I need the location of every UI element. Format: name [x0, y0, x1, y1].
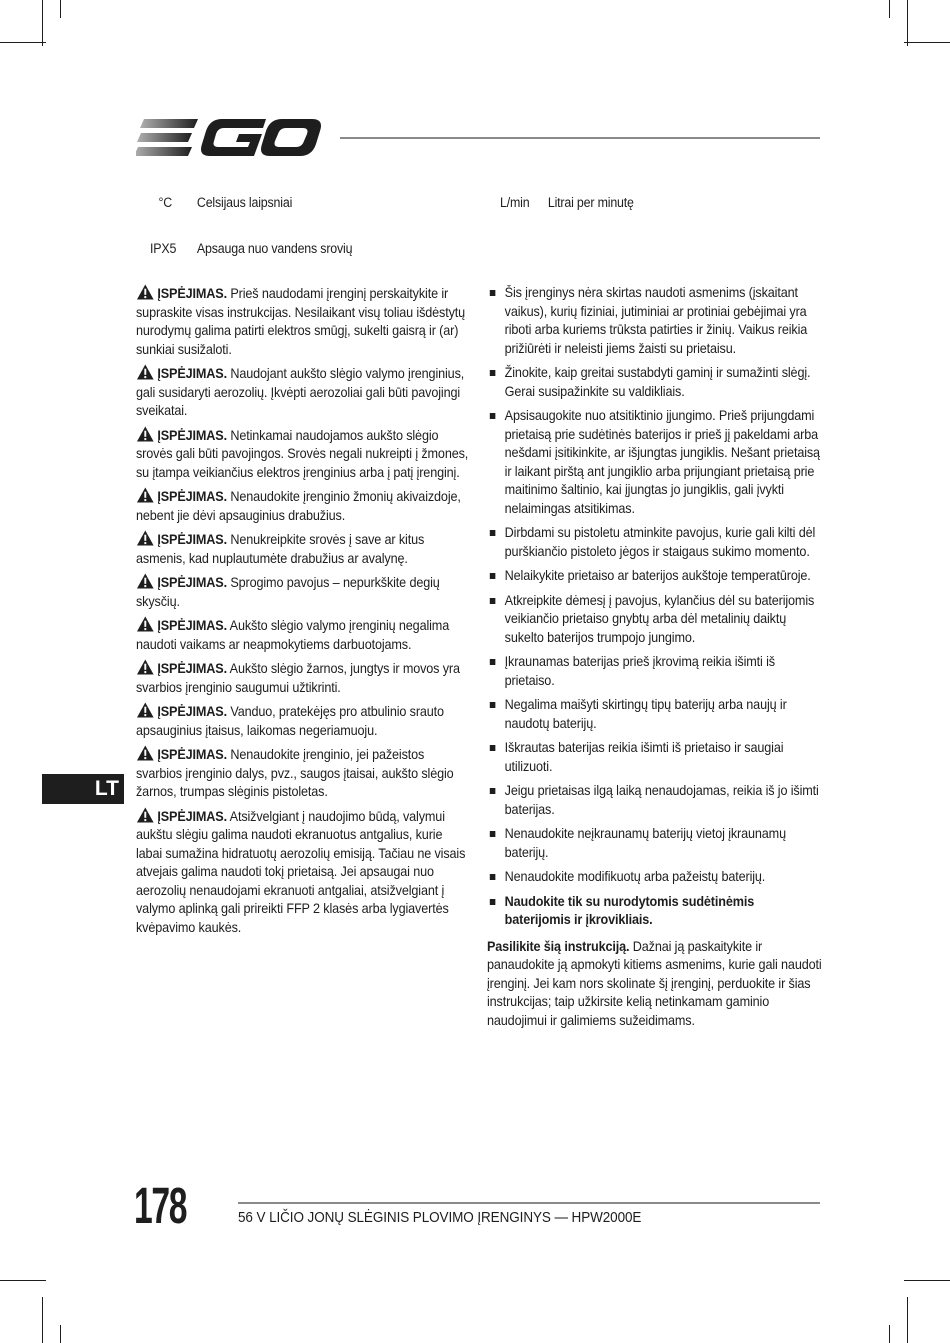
crop-mark — [0, 1280, 46, 1281]
language-tab-label: LT — [94, 777, 119, 800]
warning-triangle-icon — [136, 487, 155, 503]
warning-text: Aukšto slėgio valymo įrenginių negalima naudoti vaikams ar neapmokytiems darbuotojams. — [136, 618, 450, 652]
symbol-definition: Celsijaus laipsniai — [196, 195, 293, 210]
warning-text: Sprogimo pavojus – nepurkškite degių skysčių. — [136, 575, 440, 609]
symbol-term: °C — [158, 195, 173, 210]
warning-triangle-icon — [136, 659, 155, 675]
crop-mark — [904, 1280, 950, 1281]
list-item-text: Iškrautas baterijas reikia išimti iš prietaiso ir saugiai utilizuoti. — [504, 740, 784, 774]
warning-triangle-icon — [136, 426, 155, 442]
crop-mark — [889, 1325, 890, 1343]
crop-mark — [889, 0, 890, 18]
warning-label: ĮSPĖJIMAS. — [157, 618, 227, 633]
list-item-text: Įkraunamas baterijas prieš įkrovimą reikia išimti iš prietaiso. — [504, 654, 775, 688]
crop-mark — [42, 1297, 43, 1343]
symbol-definition: Apsauga nuo vandens srovių — [196, 241, 353, 256]
square-bullet-icon — [490, 598, 496, 604]
warning-text: Nenaudokite įrenginio, jei pažeistos svarbios įrenginio dalys, pvz., saugos įtaisai, aukšto slėgio žarnos, trumpas slėginis pistoletas. — [136, 747, 454, 799]
list-item-text: Negalima maišyti skirtingų tipų baterijų arba naujų ir naudotų baterijų. — [504, 697, 787, 731]
footer-title: 56 V LIČIO JONŲ SLĖGINIS PLOVIMO ĮRENGINYS — HPW2000E — [238, 1209, 642, 1226]
square-bullet-icon — [490, 899, 496, 905]
list-item — [487, 407, 822, 518]
list-item-text: Jeigu prietaisas ilgą laiką nenaudojamas, reikia iš jo išimti baterijas. — [504, 783, 819, 817]
square-bullet-icon — [490, 831, 496, 837]
warning-paragraph — [136, 702, 471, 740]
warning-paragraph — [136, 616, 471, 654]
closing-text: Dažnai ją paskaitykite ir panaudokite ją apmokyti kitiems asmenims, kurie gali naudoti įrenginį. Jei kam nors skolinate šį įrenginį, perduokite ir šias instrukcijas; taip užkirsite kelią netinkamam gaminio naudojimui ir galimiems sužeidimams. — [487, 938, 822, 1028]
warning-text: Atsižvelgiant į naudojimo būdą, valymui aukštu slėgiu galima naudoti ekranuotus antgalius, kurie labai sumažina hidratuotų aerozolių emisiją. Tačiau ne visais atvejais galima naudoti tokį prietaisą. Jei apsaugai nuo aerozolių nenaudojami ekranuoti antgaliai, atsižvelgiant į valymo aplinką gali prireikti FFP 2 klasės arba lygiavertės kvėpavimo kaukės. — [136, 808, 466, 935]
crop-mark — [60, 0, 61, 18]
list-item-text: Šis įrenginys nėra skirtas naudoti asmenims (įskaitant vaikus), kurių fiziniai, jutiminiai ar protiniai gebėjimai yra riboti arba kuriems trūksta patirties ir žinių. Vaikus reikia prižiūrėti ir neleisti jiems žaisti su prietaisu. — [504, 285, 808, 356]
list-item — [487, 284, 822, 358]
warning-text: Nenaudokite įrenginio žmonių akivaizdoje, nebent jie dėvi apsauginius drabužius. — [136, 489, 461, 523]
square-bullet-icon — [490, 702, 496, 708]
warning-triangle-icon — [136, 284, 155, 300]
warning-text: Nenukreipkite srovės į save ar kitus asmenis, kad nuplautumėte drabužius ar avalynę. — [136, 532, 425, 566]
language-tab — [42, 774, 124, 804]
warning-label: ĮSPĖJIMAS. — [157, 704, 227, 719]
warning-paragraph — [136, 487, 471, 525]
warning-paragraph — [136, 426, 471, 483]
ego-logo — [136, 116, 322, 160]
warning-label: ĮSPĖJIMAS. — [157, 747, 227, 762]
square-bullet-icon — [490, 874, 496, 880]
warning-paragraph — [136, 745, 471, 802]
warning-text: Aukšto slėgio žarnos, jungtys ir movos yra svarbios įrenginio saugumui užtikrinti. — [136, 661, 460, 695]
warning-triangle-icon — [136, 807, 155, 823]
warning-label: ĮSPĖJIMAS. — [157, 532, 227, 547]
footer-rule — [238, 1202, 820, 1204]
square-bullet-icon — [490, 788, 496, 794]
square-bullet-icon — [490, 413, 496, 419]
list-item — [487, 567, 822, 586]
page-number: 178 — [134, 1177, 187, 1234]
crop-mark — [60, 1325, 61, 1343]
warning-triangle-icon — [136, 616, 155, 632]
warning-label: ĮSPĖJIMAS. — [157, 286, 227, 301]
warning-paragraph — [136, 284, 471, 359]
warning-label: ĮSPĖJIMAS. — [157, 489, 227, 504]
list-item-text: Dirbdami su pistoletu atminkite pavojus, kurie gali kilti dėl purškiančio pistoleto jėgos ir staigaus sukimo momento. — [504, 525, 816, 559]
list-item — [487, 868, 822, 887]
list-item — [487, 825, 822, 862]
list-item — [487, 653, 822, 690]
list-item — [487, 592, 822, 648]
list-item-text: Nenaudokite neįkraunamų baterijų vietoj įkraunamų baterijų. — [504, 826, 786, 860]
symbol-term: IPX5 — [150, 241, 177, 256]
warning-triangle-icon — [136, 530, 155, 546]
square-bullet-icon — [490, 530, 496, 536]
list-item-text: Žinokite, kaip greitai sustabdyti gaminį ir sumažinti slėgį. Gerai susipažinkite su valdikliais. — [504, 365, 811, 399]
crop-mark — [907, 0, 908, 46]
list-item — [487, 364, 822, 401]
warning-text: Naudojant aukšto slėgio valymo įrenginius, gali susidaryti aerozolių. Įkvėpti aerozoliai gali būti pavojingi sveikatai. — [136, 366, 465, 418]
closing-paragraph — [487, 938, 822, 1031]
safety-bullets-column — [487, 284, 822, 1044]
list-item — [487, 893, 822, 930]
warning-triangle-icon — [136, 573, 155, 589]
closing-lead: Pasilikite šią instrukciją. — [487, 938, 630, 954]
warning-triangle-icon — [136, 702, 155, 718]
square-bullet-icon — [490, 573, 496, 579]
warning-paragraph — [136, 530, 471, 568]
warning-label: ĮSPĖJIMAS. — [157, 808, 227, 824]
symbol-term: L/min — [500, 195, 530, 210]
list-item-text: Naudokite tik su nurodytomis sudėtinėmis baterijomis ir įkrovikliais. — [504, 893, 755, 927]
warning-label: ĮSPĖJIMAS. — [157, 366, 227, 381]
header-rule — [340, 137, 820, 139]
warnings-column — [136, 284, 472, 942]
warning-paragraph — [136, 573, 471, 611]
warning-label: ĮSPĖJIMAS. — [157, 575, 227, 590]
warning-triangle-icon — [136, 364, 155, 380]
list-item-text: Apsisaugokite nuo atsitiktinio įjungimo. Prieš prijungdami prietaisą prie sudėtinės baterijos ir prieš jį pakeldami arba nešdami įsitikinkite, ar išjungtas jungiklis. Nešant prietaisą ir laikant pirštą ant jungiklio arba prijungiant prietaisą prie maitinimo šaltinio, kai įjungtas jo jungiklis, gali įvykti nelaimingas atsitikimas. — [504, 408, 820, 516]
warning-paragraph — [136, 807, 471, 938]
crop-mark — [0, 42, 46, 43]
square-bullet-icon — [490, 290, 496, 296]
list-item — [487, 524, 822, 561]
warning-label: ĮSPĖJIMAS. — [157, 661, 227, 676]
warning-label: ĮSPĖJIMAS. — [157, 427, 227, 443]
list-item-text: Nelaikykite prietaiso ar baterijos aukštoje temperatūroje. — [504, 568, 811, 583]
list-item — [487, 782, 822, 819]
list-item-text: Atkreipkite dėmesį į pavojus, kylančius dėl su baterijomis veikiančio prietaiso gnybtų arba dėl metalinių daiktų sukelto baterijos trumpojo jungimo. — [504, 592, 815, 645]
warning-text: Netinkamai naudojamos aukšto slėgio srovės gali būti pavojingos. Srovės negali nukreipti į žmones, su įtampa veikiančius elektros įrenginius arba į patį įrenginį. — [136, 427, 469, 480]
warning-paragraph — [136, 659, 471, 697]
crop-mark — [904, 42, 950, 43]
warning-text: Prieš naudodami įrenginį perskaitykite ir supraskite visas instrukcijas. Nesilaikant visų toliau išdėstytų nurodymų galima patirti elektros smūgį, sukelti gaisrą ir (ar) sunkiai susižaloti. — [136, 286, 466, 357]
warning-text: Vanduo, pratekėjęs pro atbulinio srauto apsauginius įtaisus, laikomas negeriamuoju. — [136, 704, 444, 738]
list-item — [487, 739, 822, 776]
list-item-text: Nenaudokite modifikuotų arba pažeistų baterijų. — [504, 869, 766, 884]
square-bullet-icon — [490, 745, 496, 751]
symbol-definition: Litrai per minutę — [547, 195, 634, 210]
warning-paragraph — [136, 364, 471, 421]
crop-mark — [42, 0, 43, 46]
list-item — [487, 696, 822, 733]
square-bullet-icon — [490, 370, 496, 376]
warning-triangle-icon — [136, 745, 155, 761]
square-bullet-icon — [490, 659, 496, 665]
crop-mark — [907, 1297, 908, 1343]
bullet-list — [487, 284, 822, 930]
